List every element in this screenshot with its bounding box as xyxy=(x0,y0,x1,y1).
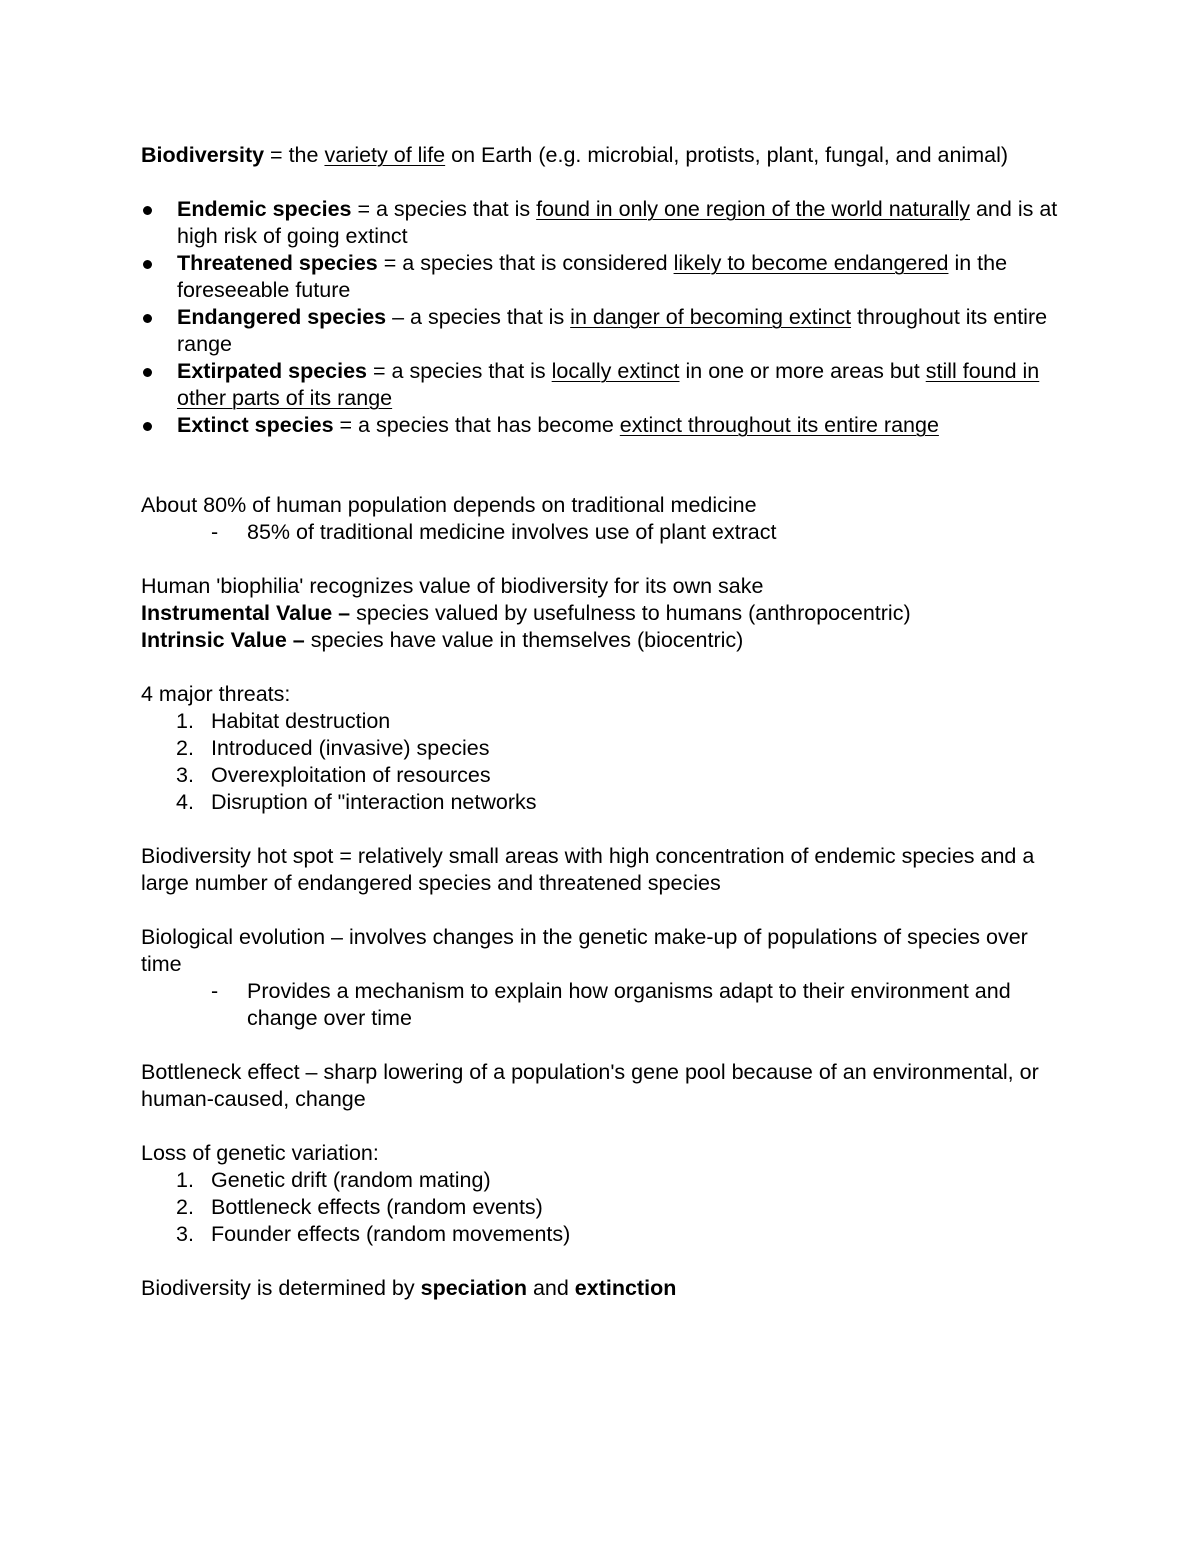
list-item: 3. Founder effects (random movements) xyxy=(176,1222,571,1246)
species-types-list xyxy=(141,196,1061,439)
bullet-icon xyxy=(143,260,152,269)
threats-list xyxy=(141,708,1061,816)
speciation-term: speciation xyxy=(420,1276,527,1300)
bottleneck-definition: Bottleneck effect – sharp lowering of a population's gene pool because of an environmental, or human-caused, change xyxy=(141,1060,1039,1111)
list-item-threatened: Threatened species = a species that is considered likely to become endangered in the foreseeable future xyxy=(141,250,1061,304)
biodiversity-term: Biodiversity xyxy=(141,143,265,167)
list-item: 1. Habitat destruction xyxy=(176,709,391,733)
list-item: 2. Introduced (invasive) species xyxy=(176,736,490,760)
list-item-extinct: Extinct species = a species that has become extinct throughout its entire range xyxy=(141,412,1061,439)
medicine-line: About 80% of human population depends on traditional medicine xyxy=(141,493,757,517)
bullet-icon xyxy=(143,422,152,431)
list-item-extirpated: Extirpated species = a species that is locally extinct in one or more areas but still found in other parts of its range xyxy=(141,358,1061,412)
intrinsic-value-line: Intrinsic Value – species have value in themselves (biocentric) xyxy=(141,628,744,652)
list-item: 2. Bottleneck effects (random events) xyxy=(176,1195,543,1219)
evolution-definition: Biological evolution – involves changes in the genetic make-up of populations of species over time xyxy=(141,925,1028,976)
list-item: 1. Genetic drift (random mating) xyxy=(176,1168,491,1192)
bullet-icon xyxy=(143,206,152,215)
medicine-subpoint: - 85% of traditional medicine involves use of plant extract xyxy=(211,520,777,544)
conclusion-line: Biodiversity is determined by speciation and extinction xyxy=(141,1276,677,1300)
dash-icon: - xyxy=(211,979,219,1003)
variety-of-life-underlined: variety of life xyxy=(324,143,446,167)
threats-heading: 4 major threats: xyxy=(141,682,291,706)
bullet-icon xyxy=(143,314,152,323)
document-page xyxy=(141,142,1061,1302)
list-item-endemic: Endemic species = a species that is found in only one region of the world naturally and is at high risk of going extinct xyxy=(141,196,1061,250)
instrumental-value-line: Instrumental Value – species valued by usefulness to humans (anthropocentric) xyxy=(141,601,911,625)
dash-icon: - xyxy=(211,520,219,544)
extinction-term: extinction xyxy=(574,1276,677,1300)
genetic-loss-heading: Loss of genetic variation: xyxy=(141,1141,379,1165)
hotspot-definition: Biodiversity hot spot = relatively small areas with high concentration of endemic species and a large number of endangered species and threatened species xyxy=(141,844,1035,895)
biodiversity-definition: Biodiversity = the variety of life on Earth (e.g. microbial, protists, plant, fungal, and animal) xyxy=(141,143,1009,167)
biophilia-line: Human 'biophilia' recognizes value of biodiversity for its own sake xyxy=(141,574,764,598)
list-item-endangered: Endangered species – a species that is in danger of becoming extinct throughout its entire range xyxy=(141,304,1061,358)
list-item: 4. Disruption of "interaction networks xyxy=(176,790,537,814)
genetic-loss-list xyxy=(141,1167,1061,1248)
bullet-icon xyxy=(143,368,152,377)
list-item: 3. Overexploitation of resources xyxy=(176,763,491,787)
evolution-subpoint: - Provides a mechanism to explain how organisms adapt to their environment and change over time xyxy=(211,979,1011,1030)
